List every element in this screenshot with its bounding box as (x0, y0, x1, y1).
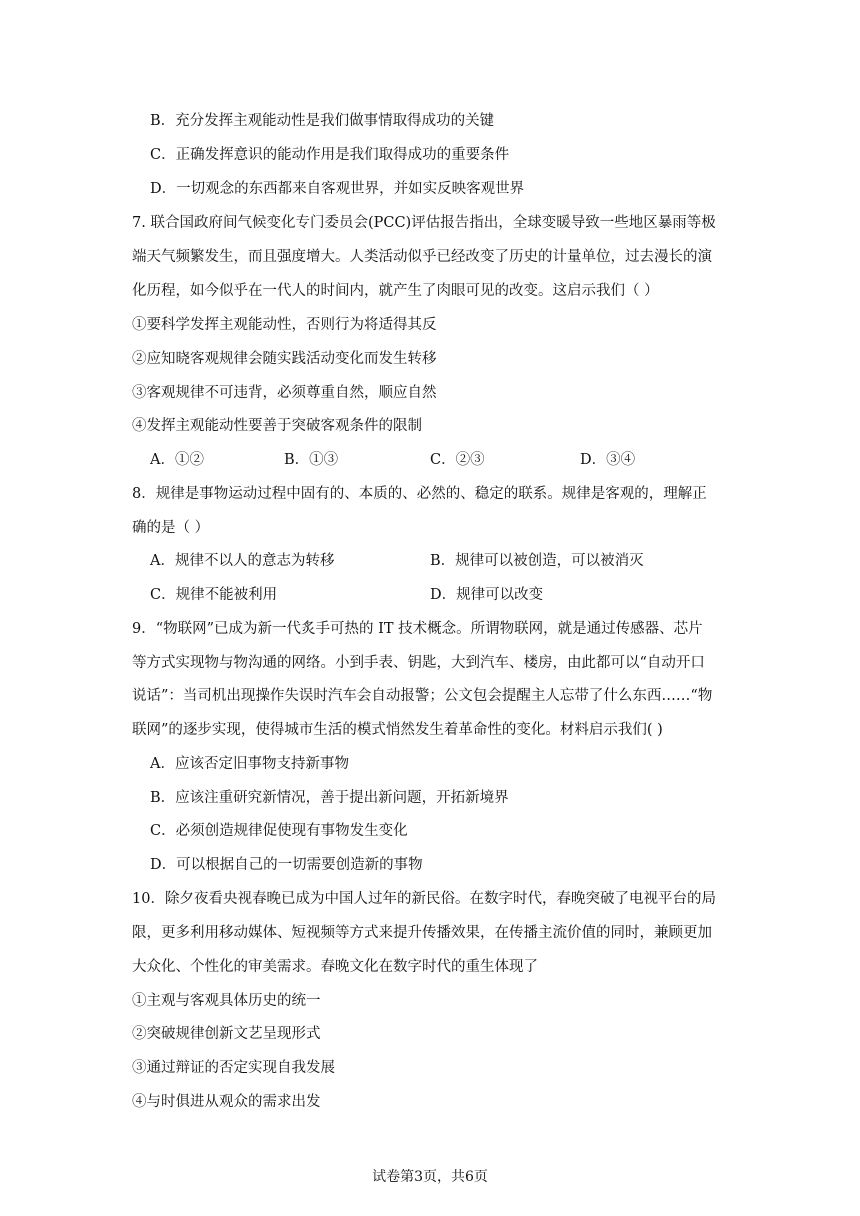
q7-option-b: B．①③ (284, 452, 339, 468)
q8-option-d: D．规律可以改变 (430, 587, 544, 603)
q7-option-c: C．②③ (430, 452, 485, 468)
q8-option-b: B．规律可以被创造，可以被消灭 (430, 553, 644, 569)
page-footer: 试卷第3页，共6页 (372, 1169, 488, 1185)
q10-item-4: ④与时俱进从观众的需求出发 (132, 1094, 321, 1110)
q6-option-c: C．正确发挥意识的能动作用是我们取得成功的重要条件 (150, 147, 510, 163)
q7-stem-line-1: 7. 联合国政府间气候变化专门委员会(PCC)评估报告指出，全球变暖导致一些地区暴雨等极 (132, 215, 716, 231)
q7-option-a: A．①② (150, 452, 204, 468)
q9-stem-line-4: 联网”的逐步实现，使得城市生活的模式悄然发生着革命性的变化。材料启示我们( ) (132, 722, 663, 738)
q7-item-3: ③客观规律不可违背，必须尊重自然，顺应自然 (132, 385, 437, 401)
q6-option-d: D．一切观念的东西都来自客观世界，并如实反映客观世界 (150, 181, 525, 197)
q6-option-b: B．充分发挥主观能动性是我们做事情取得成功的关键 (150, 113, 495, 129)
q9-stem-line-1: 9．“物联网”已成为新一代炙手可热的 IT 技术概念。所谓物联网，就是通过传感器、芯片 (132, 621, 703, 637)
q7-item-4: ④发挥主观能动性要善于突破客观条件的限制 (132, 418, 422, 434)
q9-option-c: C．必须创造规律促使现有事物发生变化 (150, 823, 408, 839)
q10-item-2: ②突破规律创新文艺呈现形式 (132, 1026, 321, 1042)
q10-stem-line-2: 限，更多利用移动媒体、短视频等方式来提升传播效果，在传播主流价值的同时，兼顾更加 (132, 925, 712, 941)
q7-stem-line-3: 化历程，如今似乎在一代人的时间内，就产生了肉眼可见的改变。这启示我们（ ） (132, 283, 659, 299)
q9-option-a: A．应该否定旧事物支持新事物 (150, 756, 349, 772)
q10-stem-line-1: 10．除夕夜看央视春晚已成为中国人过年的新民俗。在数字时代，春晚突破了电视平台的局 (132, 891, 716, 907)
q9-stem-line-3: 说话”：当司机出现操作失误时汽车会自动报警；公文包会提醒主人忘带了什么东西……“物 (132, 688, 713, 704)
q8-option-a: A．规律不以人的意志为转移 (150, 553, 335, 569)
q7-item-1: ①要科学发挥主观能动性，否则行为将适得其反 (132, 317, 437, 333)
q9-stem-line-2: 等方式实现物与物沟通的网络。小到手表、钥匙，大到汽车、楼房，由此都可以“自动开口 (132, 655, 705, 671)
q10-stem-line-3: 大众化、个性化的审美需求。春晚文化在数字时代的重生体现了 (132, 959, 538, 975)
q7-stem-line-2: 端天气频繁发生，而且强度增大。人类活动似乎已经改变了历史的计量单位，过去漫长的演 (132, 249, 712, 265)
q10-item-3: ③通过辩证的否定实现自我发展 (132, 1060, 335, 1076)
q9-option-d: D．可以根据自己的一切需要创造新的事物 (150, 857, 423, 873)
q7-item-2: ②应知晓客观规律会随实践活动变化而发生转移 (132, 351, 437, 367)
q8-stem-line-2: 确的是（ ） (132, 520, 210, 536)
q10-item-1: ①主观与客观具体历史的统一 (132, 993, 321, 1009)
q8-option-c: C．规律不能被利用 (150, 587, 278, 603)
q9-option-b: B．应该注重研究新情况，善于提出新问题，开拓新境界 (150, 790, 509, 806)
q8-stem-line-1: 8．规律是事物运动过程中固有的、本质的、必然的、稳定的联系。规律是客观的，理解正 (132, 486, 707, 502)
q7-option-d: D．③④ (580, 452, 636, 468)
